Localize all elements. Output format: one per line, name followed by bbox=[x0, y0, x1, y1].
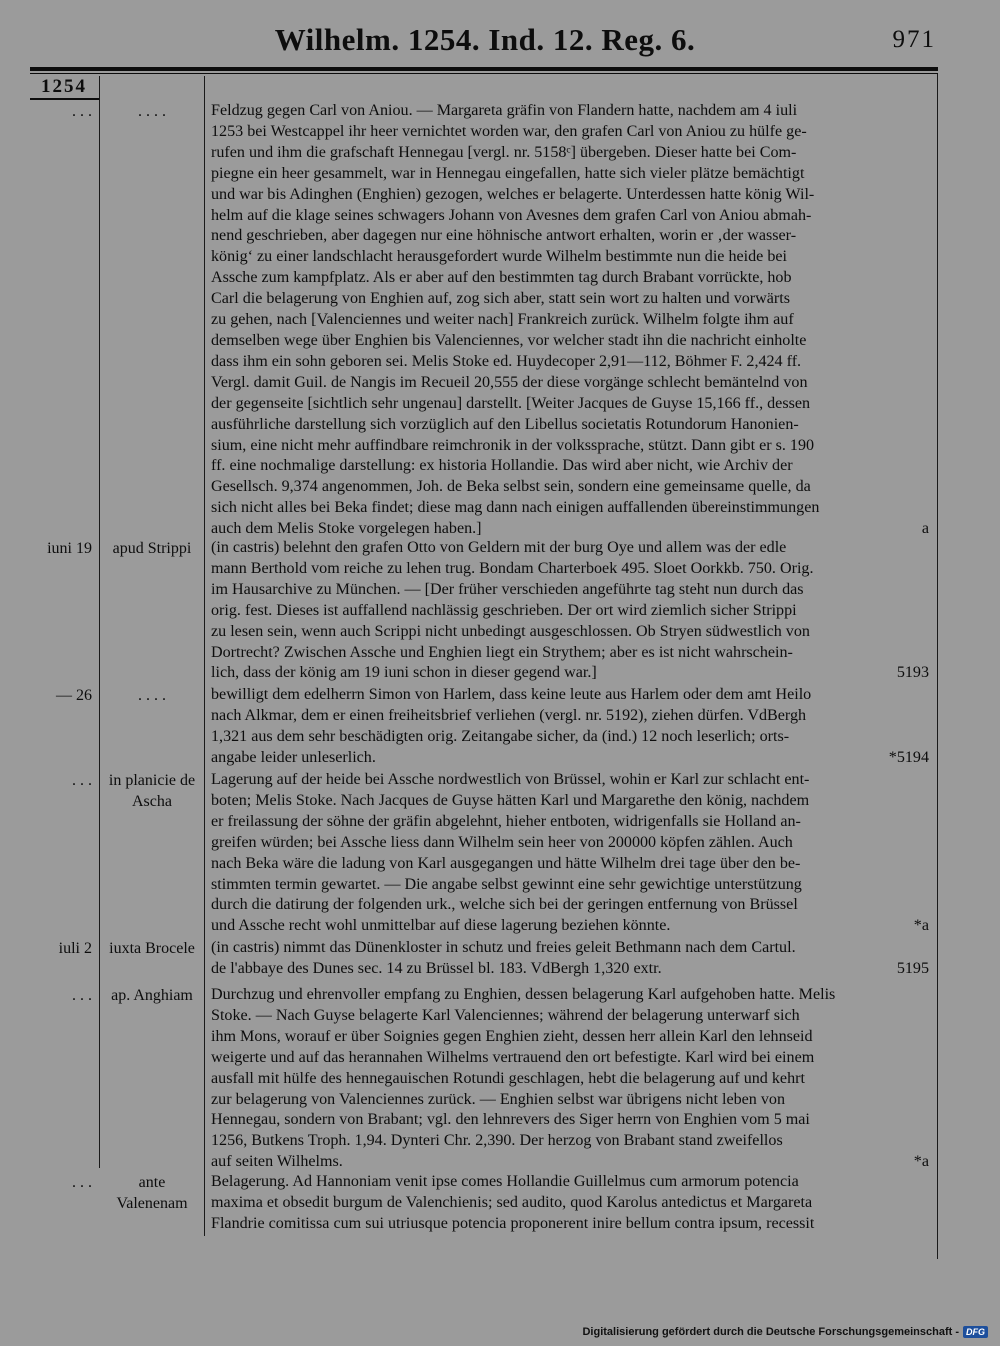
entry-reference-number: a bbox=[921, 520, 929, 538]
text-line-last bbox=[211, 519, 933, 540]
entry-reference-number: *a bbox=[913, 1153, 929, 1171]
text-line: der gegenseite [sichtlich sehr ungenau] darstellt. [Weiter Jacques de Guyse 15,166 ff., dessen bbox=[211, 394, 811, 412]
entry-place: ante Valenenam bbox=[116, 1174, 188, 1212]
text-line: Belagerung. Ad Hannoniam venit ipse comes Hollandie Guillelmus cum armorum potencia bbox=[211, 1173, 799, 1190]
entry-date: . . . bbox=[72, 772, 92, 789]
year-label: 1254 bbox=[41, 76, 87, 97]
header-rule-thin bbox=[30, 73, 938, 74]
text-line: piegne ein heer gesammelt, war in Hennegau eingefallen, hatte sich vieler plätze bemächtigt bbox=[211, 164, 805, 182]
text-line: auch dem Melis Stoke vorgelegen haben.] bbox=[211, 520, 482, 538]
entry-place: . . . . bbox=[138, 687, 166, 704]
page-header bbox=[30, 14, 940, 64]
entry-text bbox=[211, 1172, 933, 1235]
text-line: (in castris) nimmt das Dünenkloster in schutz und freies geleit Bethmann nach dem Cartul. bbox=[211, 939, 796, 956]
text-line: zur belagerung von Valenciennes zurück. — Enghien selbst war übrigens nicht leben von bbox=[211, 1090, 785, 1108]
text-line: Assche zum kampfplatz. Als er aber auf den bestimmten tag durch Brabant vorrückte, hob bbox=[211, 269, 792, 287]
page-number: 971 bbox=[892, 26, 936, 53]
text-line-last bbox=[211, 748, 933, 769]
text-line: 1253 bei Westcappel ihr heer vernichtet worden war, den grafen Carl von Aniou zu hülfe ge- bbox=[211, 122, 807, 140]
entry-text bbox=[211, 938, 933, 980]
text-line: nach Alkmar, dem er einen freiheitsbrief verliehen (vergl. nr. 5192), ziehen dürfen. VdBergh bbox=[211, 706, 807, 724]
entry-text bbox=[211, 101, 933, 540]
text-line: Flandrie comitissa cum sui utriusque potencia proponerent inire bellum contra ipsum, recessit bbox=[211, 1214, 815, 1232]
entry-text bbox=[211, 985, 933, 1173]
entry-text bbox=[211, 685, 933, 769]
text-line: auf seiten Wilhelms. bbox=[211, 1153, 343, 1171]
entry-text bbox=[211, 770, 933, 937]
text-line: 1256, Butkens Troph. 1,94. Dynteri Chr. 2,390. Der herzog von Brabant stand zweifellos bbox=[211, 1132, 783, 1150]
text-line: Lagerung auf der heide bei Assche nordwestlich von Brüssel, wohin er Karl zur schlacht ent- bbox=[211, 771, 810, 788]
text-line: Feldzug gegen Carl von Aniou. — Margareta gräfin von Flandern hatte, nachdem am 4 iuli bbox=[211, 102, 798, 119]
text-line: helm auf die klage seines schwagers Johann von Avesnes dem grafen Carl von Aniou abmah- bbox=[211, 206, 812, 224]
entry-date: . . . bbox=[72, 103, 92, 120]
entry-place: . . . . bbox=[138, 103, 166, 120]
year-rule bbox=[30, 98, 100, 100]
text-line: mann Berthold vom reiche zu lehen trug. Bondam Charterboek 495. Sloet Oorkkb. 750. Orig. bbox=[211, 559, 814, 577]
text-line: im Hausarchive zu München. — [Der früher verschieden angeführte tag steht nun durch das bbox=[211, 580, 804, 598]
entry-date: iuli 2 bbox=[58, 940, 92, 957]
text-line-last bbox=[211, 916, 933, 937]
text-line: Gesellsch. 9,374 angenommen, Joh. de Beka selbst sein, sondern eine gemeinsame quelle, da bbox=[211, 478, 811, 496]
text-line: demselben wege über Enghien bis Valenciennes, vor welcher stadt ihn die nachricht einholte bbox=[211, 331, 807, 349]
column-divider-right bbox=[937, 74, 938, 1259]
text-line: Dortrecht? Zwischen Assche und Enghien liegt ein Strythem; aber es ist nicht wahrschein- bbox=[211, 643, 793, 661]
text-line: greifen würden; bei Assche liess dann Wilhelm sein heer von 200000 köpfen zählen. Auch bbox=[211, 833, 793, 851]
dfg-logo-icon: DFG bbox=[963, 1326, 988, 1338]
text-line: ihm Mons, worauf er über Soignies gegen Enghien zieht, dessen herr allein Karl den lehnseid bbox=[211, 1027, 813, 1045]
entry-reference-number: 5193 bbox=[896, 664, 929, 682]
text-line: durch die datirung der folgenden urk., welche sich bei der geringen entfernung von Brüssel bbox=[211, 896, 798, 914]
footer bbox=[582, 1326, 988, 1338]
text-line: könig‘ zu einer landschlacht herausgefordert wurde Wilhelm bestimmte nun die heide bei bbox=[211, 248, 788, 266]
text-line: Durchzug und ehrenvoller empfang zu Enghien, dessen belagerung Karl aufgehoben hatte. Melis bbox=[211, 986, 836, 1003]
entry-place: ap. Anghiam bbox=[111, 987, 193, 1004]
text-line: 1,321 aus dem sehr beschädigten orig. Zeitangabe sicher, da (ind.) 12 noch leserlich; orts- bbox=[211, 727, 790, 745]
entry-date: iuni 19 bbox=[47, 540, 92, 557]
text-line-last bbox=[211, 1152, 933, 1173]
text-line: boten; Melis Stoke. Nach Jacques de Guyse hätten Karl und Margarethe den könig, nachdem bbox=[211, 791, 810, 809]
text-line: maxima et obsedit burgum de Valenchienis; sed audito, quod Karolus antedictus et Margareta bbox=[211, 1193, 813, 1211]
column-divider-place bbox=[204, 76, 205, 1236]
text-line: zu gehen, nach [Valenciennes und weiter nach] Frankreich zurück. Wilhelm folgte ihm auf bbox=[211, 311, 794, 329]
text-line-last bbox=[211, 663, 933, 684]
text-line: stimmten termin gewartet. — Die angabe selbst gewinnt eine sehr gewichtige unterstützung bbox=[211, 875, 802, 893]
text-line: (in castris) belehnt den grafen Otto von Geldern mit der burg Oye und allem was der edle bbox=[211, 539, 787, 556]
text-line: weigerte und auf das herannahen Wilhelms vertrauend den ort befestigte. Karl wird bei einem bbox=[211, 1048, 815, 1066]
entry-date: . . . bbox=[72, 1174, 92, 1191]
text-line: ausfall mit hülfe des hennegauischen Rotundi geschlagen, hebt die belagerung auf und kehrt bbox=[211, 1069, 805, 1087]
entry-reference-number: *a bbox=[913, 917, 929, 935]
text-line: Hennegau, sondern von Brabant; vgl. den lehnrevers des Siger herrn von Enghien vom 5 mai bbox=[211, 1111, 810, 1129]
text-line: ff. eine nochmalige darstellung: ex historia Hollandie. Das wird aber nicht, wie Archiv der bbox=[211, 457, 793, 475]
footer-text: Digitalisierung gefördert durch die Deutsche Forschungsgemeinschaft - bbox=[582, 1326, 959, 1338]
text-line: Vergl. damit Guil. de Nangis im Recueil 20,555 der diese vorgänge schlecht bemäntelnd von bbox=[211, 373, 808, 391]
text-line: sich nicht alles bei Beka findet; diese mag dann nach einigen auffallenden übereinstimmungen bbox=[211, 499, 820, 517]
entry-place: in planicie de Ascha bbox=[108, 772, 196, 810]
column-divider-date bbox=[99, 76, 100, 1168]
text-line: bewilligt dem edelherrn Simon von Harlem, dass keine leute aus Harlem oder dem amt Heilo bbox=[211, 686, 812, 703]
text-line: nend geschrieben, aber dagegen nur eine höhnische antwort erhalten, worin er ‚der wasser- bbox=[211, 227, 797, 245]
text-line: ausführliche darstellung sich vorzüglich auf den Libellus societatis Rotundorum Hanonien- bbox=[211, 415, 799, 433]
header-rule-thick bbox=[30, 67, 938, 71]
text-line: lich, dass der könig am 19 iuni schon in dieser gegend war.] bbox=[211, 664, 597, 682]
text-line: und Assche recht wohl unmittelbar auf diese lagerung beziehen könnte. bbox=[211, 917, 671, 935]
entry-text bbox=[211, 538, 933, 684]
text-line: Stoke. — Nach Guyse belagerte Karl Valenciennes; während der belagerung unterwarf sich bbox=[211, 1006, 800, 1024]
text-line: und war bis Adinghen (Enghien) gezogen, welches er belagerte. Unterdessen hatte könig Wil- bbox=[211, 185, 815, 203]
text-line: rufen und ihm die grafschaft Hennegau [vergl. nr. 5158ᶜ] übergeben. Dieser hatte bei Com- bbox=[211, 143, 797, 161]
entry-date: . . . bbox=[72, 987, 92, 1004]
text-line: er freilassung der söhne der gräfin abgelehnt, hieher entboten, widrigenfalls sie Holland an- bbox=[211, 812, 801, 830]
text-line: de l'abbaye des Dunes sec. 14 zu Brüssel bl. 183. VdBergh 1,320 extr. bbox=[211, 959, 662, 977]
text-line-last bbox=[211, 959, 933, 980]
text-line: Carl die belagerung von Enghien auf, zog sich aber, statt sein wort zu halten und vorwärts bbox=[211, 290, 791, 308]
text-line: dass ihm ein sohn geboren sei. Melis Stoke ed. Huydecoper 2,91—112, Böhmer F. 2,424 ff. bbox=[211, 352, 802, 370]
entry-reference-number: 5195 bbox=[896, 959, 929, 977]
text-line: orig. fest. Dieses ist auffallend nachlässig geschrieben. Der ort wird ziemlich sicher Strippi bbox=[211, 601, 797, 619]
running-title: Wilhelm. 1254. Ind. 12. Reg. 6. bbox=[274, 22, 696, 57]
text-line: sium, eine nicht mehr auffindbare reimchronik in der volkssprache, stützt. Dann gibt er s. 190 bbox=[211, 436, 815, 454]
text-line: angabe leider unleserlich. bbox=[211, 748, 376, 766]
entry-place: apud Strippi bbox=[112, 540, 192, 557]
text-line: nach Beka wäre die ladung von Karl ausgegangen und hätte Wilhelm drei tage über den be- bbox=[211, 854, 801, 872]
entry-place: iuxta Brocele bbox=[109, 940, 195, 957]
entry-reference-number: *5194 bbox=[888, 748, 929, 766]
text-line: zu lesen sein, wenn auch Scrippi nicht unbedingt ausgeschlossen. Ob Stryen südwestlich von bbox=[211, 622, 810, 640]
entry-date: — 26 bbox=[56, 687, 92, 704]
